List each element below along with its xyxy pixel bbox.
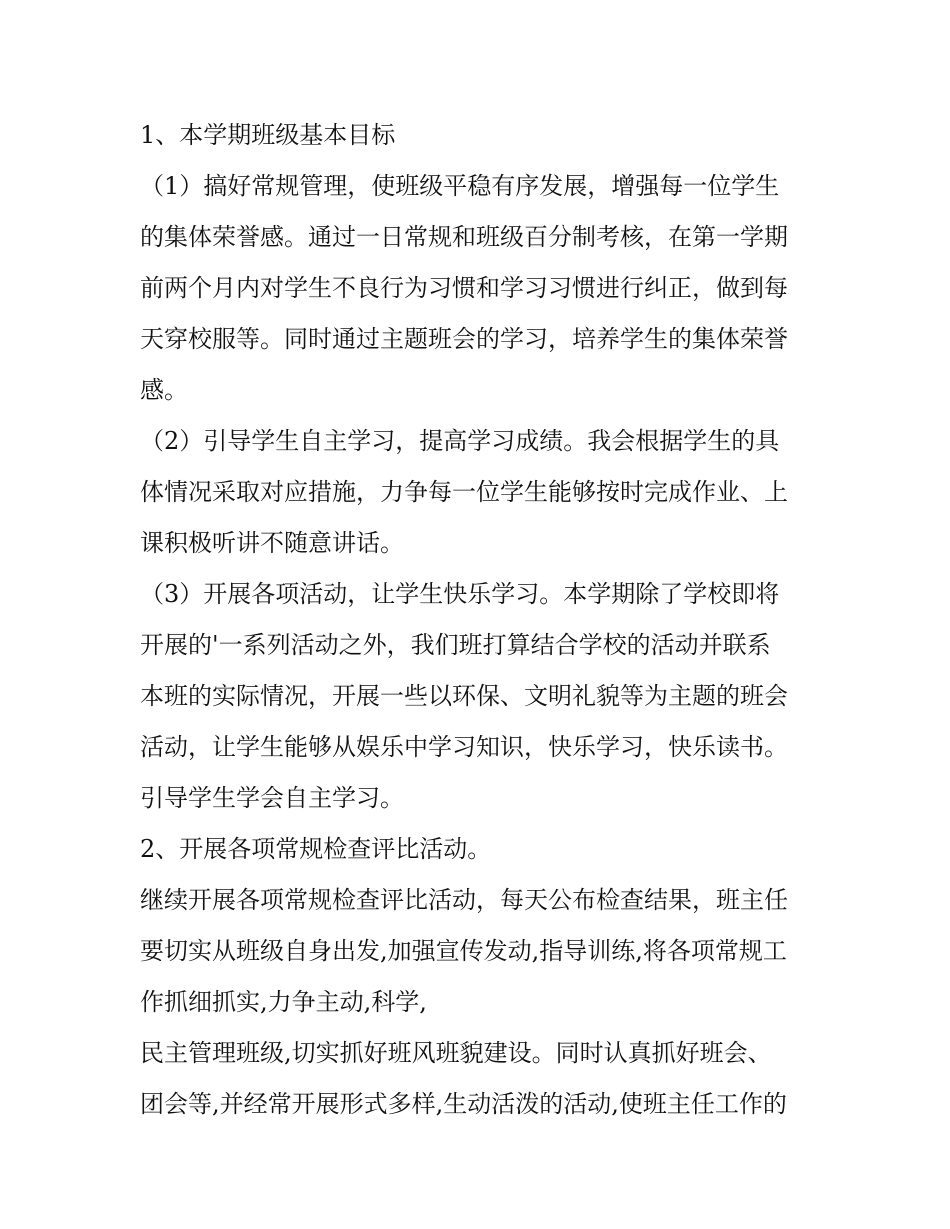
paragraph-line: 引导学生学会自主学习。 (140, 784, 404, 812)
paragraph-line: 本班的实际情况，开展一些以环保、文明礼貌等为主题的班会 (140, 682, 788, 710)
paragraph-line: （1）搞好常规管理，使班级平稳有序发展，增强每一位学生 (140, 172, 780, 200)
paragraph-line: 要切实从班级自身出发,加强宣传发动,指导训练,将各项常规工 (140, 937, 787, 965)
paragraph-line: 感。 (140, 376, 188, 404)
heading-inspection: 2、开展各项常规检查评比活动。 (140, 835, 492, 863)
paragraph-line: 开展的'一系列活动之外，我们班打算结合学校的活动并联系 (140, 631, 771, 659)
paragraph-line: 继续开展各项常规检查评比活动，每天公布检查结果，班主任 (140, 886, 788, 914)
paragraph-line: 天穿校服等。同时通过主题班会的学习，培养学生的集体荣誉 (140, 325, 788, 353)
paragraph-line: 团会等,并经常开展形式多样,生动活泼的活动,使班主任工作的 (140, 1090, 787, 1118)
paragraph-line: 的集体荣誉感。通过一日常规和班级百分制考核，在第一学期 (140, 223, 788, 251)
document-body (140, 110, 820, 1130)
paragraph-line: 前两个月内对学生不良行为习惯和学习习惯进行纠正，做到每 (140, 274, 788, 302)
paragraph-line: （3）开展各项活动，让学生快乐学习。本学期除了学校即将 (140, 580, 780, 608)
paragraph-line: 体情况采取对应措施，力争每一位学生能够按时完成作业、上 (140, 478, 788, 506)
paragraph-line: （2）引导学生自主学习，提高学习成绩。我会根据学生的具 (140, 427, 780, 455)
paragraph-line: 活动，让学生能够从娱乐中学习知识，快乐学习，快乐读书。 (140, 733, 788, 761)
paragraph-line: 作抓细抓实,力争主动,科学, (140, 988, 427, 1016)
paragraph-line: 课积极听讲不随意讲话。 (140, 529, 404, 557)
heading-goals: 1、本学期班级基本目标 (140, 121, 396, 149)
paragraph-line: 民主管理班级,切实抓好班风班貌建设。同时认真抓好班会、 (140, 1039, 772, 1067)
